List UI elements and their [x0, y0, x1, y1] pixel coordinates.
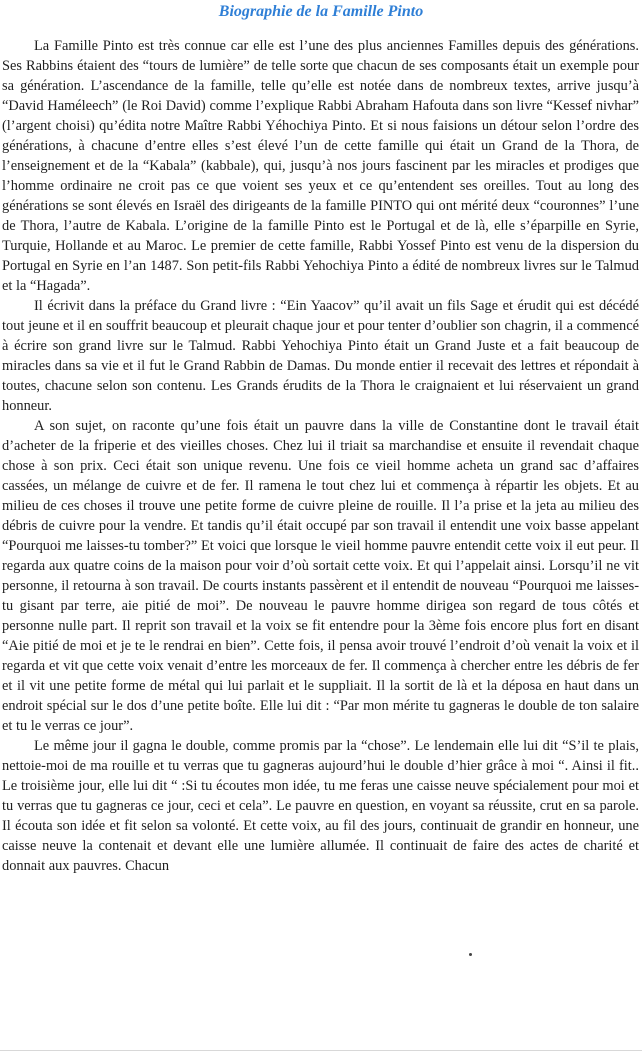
paragraph: Il écrivit dans la préface du Grand livre : “Ein Yaacov” qu’il avait un fils Sage et érudit qui est décédé tout jeune et il en souffrit beaucoup et pleurait chaque jour et pour tenter d’oublier son chagrin, il a commencé à écrire son grand livre sur le Talmud. Rabbi Yehochiya Pinto était un Grand Juste et a fait beaucoup de miracles dans sa vie et il fut le Grand Rabbin de Damas. Du monde entier il recevait des lettres et répondait à toutes, chacune selon son contenu. Les Grands érudits de la Thora le craignaient et lui réservaient un grand honneur. [2, 298, 639, 414]
paragraph: La Famille Pinto est très connue car elle est l’une des plus anciennes Familles depuis des générations. Ses Rabbins étaient des “tours de lumière” de telle sorte que chacun de ses composants était un exemple pour sa génération. L’ascendance de la famille, telle qu’elle est notée dans de nombreux textes, arrive jusqu’à “David Haméleech” (le Roi David) comme l’explique Rabbi Abraham Hafouta dans son livre “Kessef nivhar” (l’argent choisi) qu’édita notre Maître Rabbi Yéhochiya Pinto. Et si nous faisions un détour selon l’ordre des générations, à chacune d’entre elles s’est élevé l’un de cette famille qui était un Grand de la Thora, de l’enseignement et de la “Kabala” (kabbale), qui, jusqu’à nos jours fascinent par les miracles et prodiges que l’homme ordinaire ne croit pas ce que voient ses yeux et ce qu’entendent ses oreilles. Tout au long des générations se sont élevés en Israël des dirigeants de la famille PINTO qui ont mérité deux “couronnes” l’une de Thora, l’autre de Kabala. L’origine de la famille Pinto est le Portugal et de là, elle s’éparpille en Syrie, Turquie, Hollande et au Maroc. Le premier de cette famille, Rabbi Yossef Pinto est venu de la dispersion du Portugal en Syrie en l’an 1487. Son petit-fils Rabbi Yehochiya Pinto a édité de nombreux livres sur le Talmud et la “Hagada”. [2, 38, 639, 294]
article-body [2, 36, 639, 876]
paragraph: Le même jour il gagna le double, comme promis par la “chose”. Le lendemain elle lui dit “S’il te plais, nettoie-moi de ma rouille et tu verras que tu gagneras aujourd’hui le double d’hier grâce à moi “. Ainsi il fit.. Le troisième jour, elle lui dit “ :Si tu écoutes mon idée, tu me feras une caisse neuve spécialement pour moi et tu verras que tu gagneras ce jour, ceci et cela”. Le pauvre en question, en voyant sa réussite, crut en sa parole. Il écouta son idée et fit selon sa volonté. Et cette voix, au fil des jours, continuait de grandir en honneur, une caisse neuve la contenait et devant elle une lumière allumée. Il continuait de faire des actes de charité et donnait aux pauvres. Chacun [2, 738, 639, 874]
page-title: Biographie de la Famille Pinto [218, 3, 424, 20]
page-bottom-divider [0, 1050, 642, 1051]
paragraph: A son sujet, on raconte qu’une fois était un pauvre dans la ville de Constantine dont le travail était d’acheter de la friperie et des vieilles choses. Chez lui il triait sa marchandise et ensuite il revendait chaque chose à son prix. Ceci était son unique revenu. Une fois ce vieil homme acheta un grand sac d’affaires cassées, un mélange de cuivre et de fer. Il ramena le tout chez lui et commença à répartir les objets. Et au milieu de ces choses il trouve une petite forme de cuivre pleine de rouille. Il l’a prise et la jeta au milieu des débris de cuivre pour la vendre. Et tandis qu’il était occupé par son travail il entendit une voix basse appelant “Pourquoi me laisses-tu tomber?” Et voici que lorsque le vieil homme pauvre entendit cette voix il eut peur. Il regarda aux quatre coins de la maison pour voir d’où sortait cette voix. Et qui l’appelait ainsi. Lorsqu’il ne vit personne, il retourna à son travail. De courts instants passèrent et il entendit de nouveau “Pourquoi me laisses-tu gisant par terre, aie pitié de moi”. De nouveau le pauvre homme dirigea son regard de tous côtés et personne nulle part. Il reprit son travail et la voix se fit entendre pour la 3ème fois encore plus fort en disant “Aie pitié de moi et je te le rendrai en bien”. Cette fois, il pensa avoir trouvé l’endroit d’où venait la voix et il regarda et vit que cette voix venait d’entre les morceaux de fer. Il commença à chercher entre les débris de fer et il vit une petite forme de métal qui lui parlait et le suppliait. Il la sortit de là et la déposa en haut dans un endroit spécial sur le dos d’une petite boîte. Elle lui dit : “Par mon mérite tu gagneras le double de ton salaire et tu le verras ce jour”. [2, 418, 639, 734]
stray-dot [469, 953, 472, 956]
